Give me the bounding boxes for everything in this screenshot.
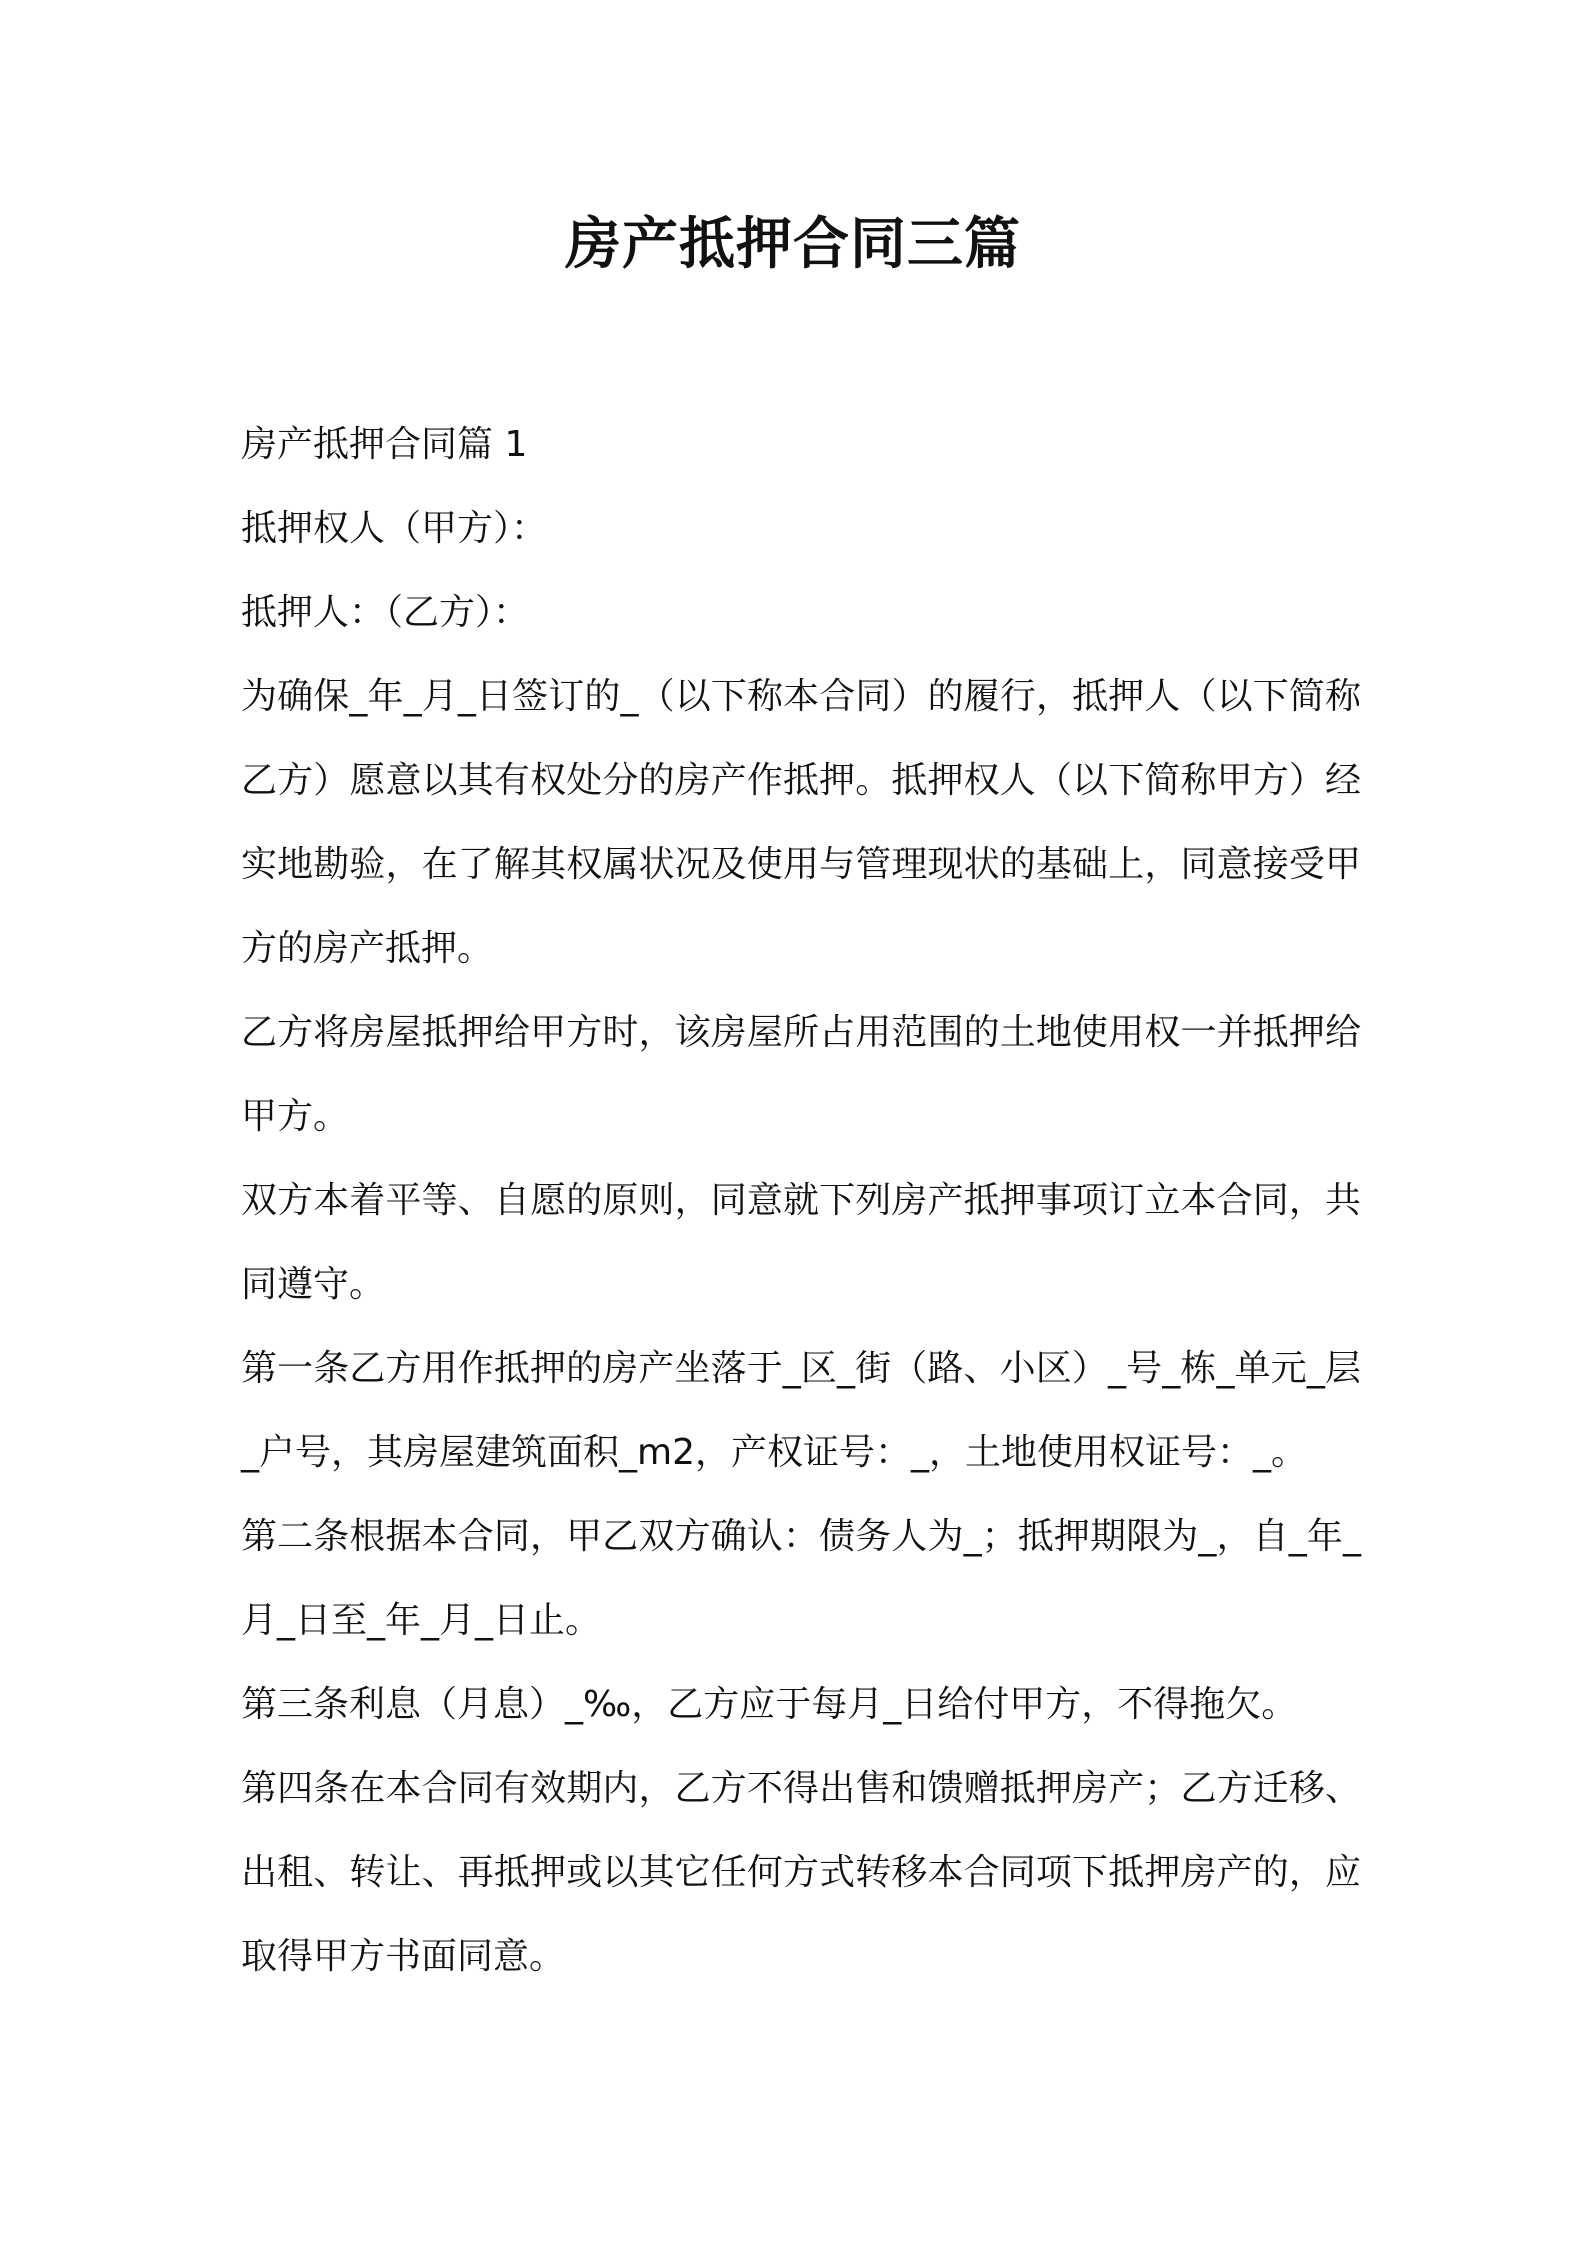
- mortgagor-line: 抵押人：（乙方）：: [241, 592, 530, 633]
- paragraph: 双方本着平等、自愿的原则，同意就下列房产抵押事项订立本合同，共同遵守。: [241, 1180, 1361, 1305]
- section-heading: 房产抵押合同篇 1: [241, 424, 528, 465]
- paragraph: 为确保_年_月_日签订的_（以下称本合同）的履行，抵押人（以下简称乙方）愿意以其有权处分的房产作抵押。抵押权人（以下简称甲方）经实地勘验，在了解其权属状况及使用与管理现状的基础上，同意接受甲方的房产抵押。: [241, 676, 1361, 969]
- paragraph: 乙方将房屋抵押给甲方时，该房屋所占用范围的土地使用权一并抵押给甲方。: [241, 1012, 1361, 1137]
- document-title: 房产抵押合同三篇: [565, 212, 1021, 277]
- mortgagee-line: 抵押权人（甲方）：: [241, 508, 548, 549]
- article-1: 第一条乙方用作抵押的房产坐落于_区_街（路、小区）_号_栋_单元_层_户号，其房屋建筑面积_m2，产权证号：_，土地使用权证号：_。: [241, 1348, 1361, 1473]
- article-4: 第四条在本合同有效期内，乙方不得出售和馈赠抵押房产；乙方迁移、出租、转让、再抵押或以其它任何方式转移本合同项下抵押房产的，应取得甲方书面同意。: [241, 1768, 1361, 1977]
- document-body: [241, 403, 1361, 1999]
- article-2: 第二条根据本合同，甲乙双方确认：债务人为_；抵押期限为_，自_年_月_日至_年_月_日止。: [241, 1516, 1361, 1641]
- article-3: 第三条利息（月息）_‰，乙方应于每月_日给付甲方，不得拖欠。: [241, 1684, 1298, 1725]
